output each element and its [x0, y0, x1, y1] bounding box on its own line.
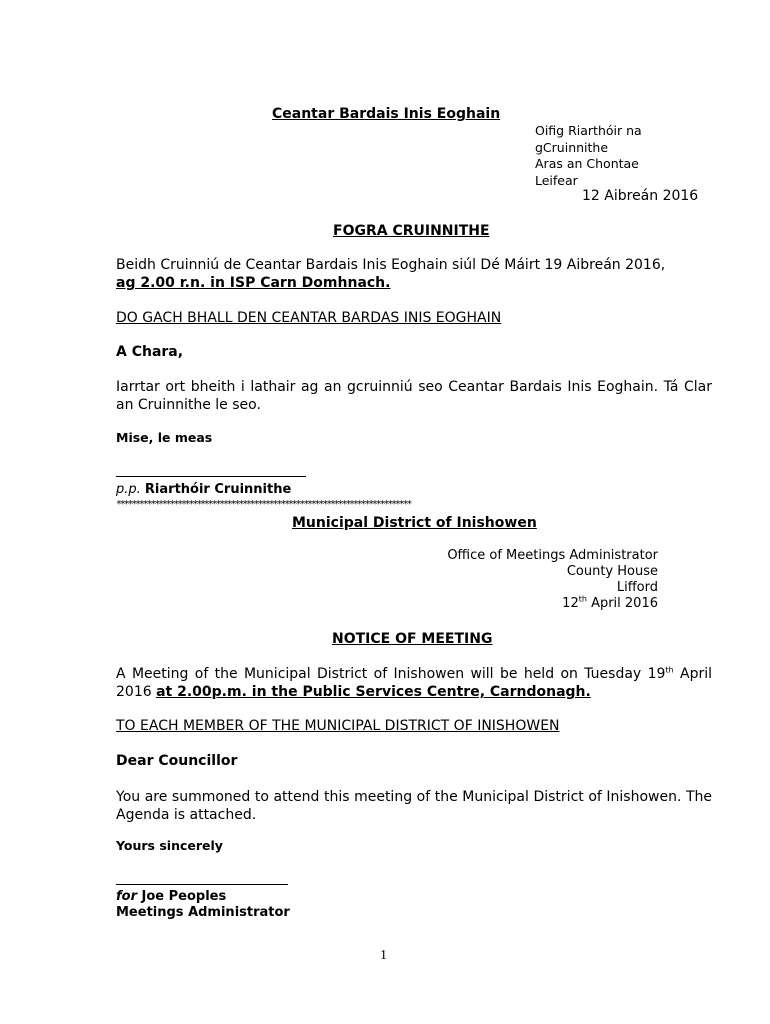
pp-name: Riarthóir Cruinnithe [144, 482, 292, 497]
irish-office-address [535, 123, 642, 189]
irish-office-line: Oifig Riarthóir na [535, 123, 642, 138]
irish-to-each: DO GACH BHALL DEN CEANTAR BARDAS INIS EOGHAIN [116, 310, 502, 326]
irish-office-line: Leifear [535, 172, 578, 188]
irish-signature-line [116, 476, 306, 477]
irish-title: Ceantar Bardais Inis Eoghain [272, 106, 501, 122]
irish-pp-line [116, 482, 291, 497]
irish-meeting-line1: Beidh Cruinniú de Ceantar Bardais Inis Eoghain siúl Dé Máirt 19 Aibreán 2016, [116, 257, 666, 273]
irish-closing: Mise, le meas [116, 430, 213, 445]
english-meeting-paragraph [116, 665, 712, 701]
english-body: You are summoned to attend this meeting of the Municipal District of Inishowen. The Agenda is attached. [116, 789, 712, 823]
english-office-address [420, 548, 658, 612]
page-number: 1 [380, 948, 387, 963]
irish-body: Iarrtar ort bheith i lathair ag an gcruinniú seo Ceantar Bardais Inis Eoghain. Tá Clar an Cruinnithe le seo. [116, 379, 712, 413]
irish-salutation: A Chara, [116, 344, 184, 360]
pp-prefix: p.p. [116, 482, 141, 497]
english-date-suffix: th [578, 594, 587, 604]
english-office-line: Office of Meetings Administrator [447, 548, 658, 563]
meeting-venue: at 2.00p.m. in the Public Services Centre, Carndonagh. [156, 684, 591, 700]
section-separator: ***************************************************************************** [116, 500, 411, 510]
english-title: Municipal District of Inishowen [292, 515, 537, 531]
english-date-day: 12 [562, 596, 579, 611]
english-date-rest: April 2016 [586, 596, 658, 611]
english-office-line: Lifford [616, 580, 658, 595]
for-prefix: for [116, 889, 137, 904]
meeting-date-suffix: th [665, 665, 674, 675]
english-closing: Yours sincerely [116, 838, 223, 853]
irish-date: 12 Aibreán 2016 [582, 188, 699, 204]
for-name: Joe Peoples [137, 889, 227, 904]
english-salutation: Dear Councillor [116, 753, 238, 769]
irish-office-line: Aras an Chontae [535, 156, 639, 171]
english-to-each: TO EACH MEMBER OF THE MUNICIPAL DISTRICT OF INISHOWEN [116, 718, 560, 734]
english-for-line [116, 889, 226, 904]
meeting-text: A Meeting of the Municipal District of Inishowen will be held on Tuesday 19 [116, 666, 666, 682]
english-signatory-title: Meetings Administrator [116, 905, 290, 920]
irish-office-line: gCruinnithe [535, 139, 609, 155]
english-office-line: County House [566, 564, 658, 579]
english-date [420, 596, 658, 612]
english-signature-line [116, 884, 288, 885]
irish-meeting-line2: ag 2.00 r.n. in ISP Carn Domhnach. [116, 275, 391, 291]
english-notice-heading: NOTICE OF MEETING [332, 631, 493, 647]
meeting-text-date: April 2016 [116, 666, 712, 700]
irish-notice-heading: FOGRA CRUINNITHE [333, 223, 490, 239]
